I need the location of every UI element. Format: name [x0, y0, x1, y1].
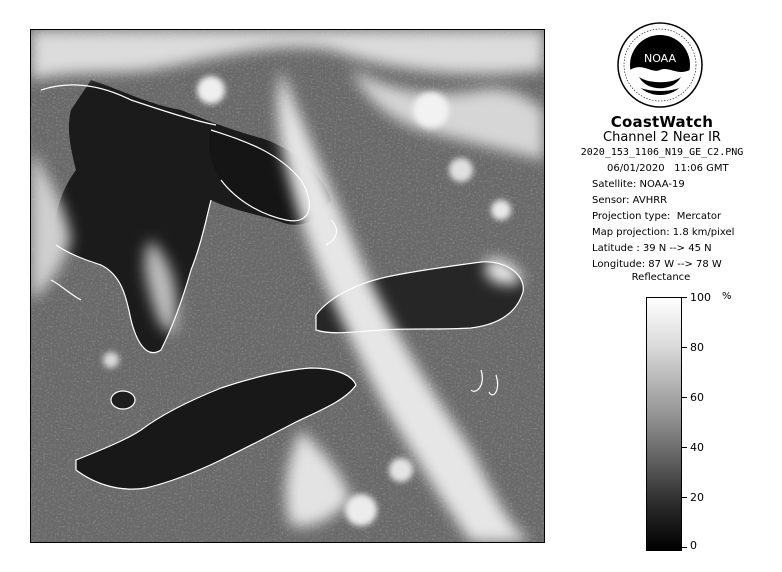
colorbar-tick	[681, 547, 687, 548]
datetime: 06/01/2020 11:06 GMT	[607, 163, 729, 174]
channel-label: Channel 2 Near IR	[603, 130, 721, 145]
product-title: CoastWatch	[610, 113, 714, 131]
latitude-range: Latitude : 39 N --> 45 N	[592, 243, 712, 254]
colorbar-tick-label: 80	[690, 341, 704, 354]
logo-text: NOAA	[643, 52, 677, 65]
reflectance-colorbar	[646, 297, 682, 551]
noaa-logo	[617, 22, 703, 108]
colorbar-tick	[681, 397, 687, 398]
colorbar-tick-label: 100	[690, 291, 711, 304]
satellite-info: Satellite: NOAA-19	[592, 179, 685, 190]
colorbar-tick-label: 60	[690, 391, 704, 404]
colorbar-tick-label: 0	[690, 539, 697, 552]
colorbar-tick	[681, 347, 687, 348]
longitude-range: Longitude: 87 W --> 78 W	[592, 259, 722, 270]
sensor-info: Sensor: AVHRR	[592, 195, 668, 206]
satellite-image	[30, 29, 545, 543]
colorbar-tick-label: 20	[690, 491, 704, 504]
colorbar-tick	[681, 497, 687, 498]
satellite-map	[31, 30, 544, 542]
colorbar-tick	[681, 447, 687, 448]
colorbar-tick-label: 40	[690, 441, 704, 454]
projection-type: Projection type: Mercator	[592, 211, 722, 222]
colorbar-title: Reflectance	[631, 272, 691, 283]
colorbar-tick	[681, 297, 687, 298]
colorbar-unit: %	[722, 291, 732, 302]
map-projection: Map projection: 1.8 km/pixel	[592, 227, 735, 238]
filename: 2020_153_1106_N19_GE_C2.PNG	[580, 147, 744, 158]
